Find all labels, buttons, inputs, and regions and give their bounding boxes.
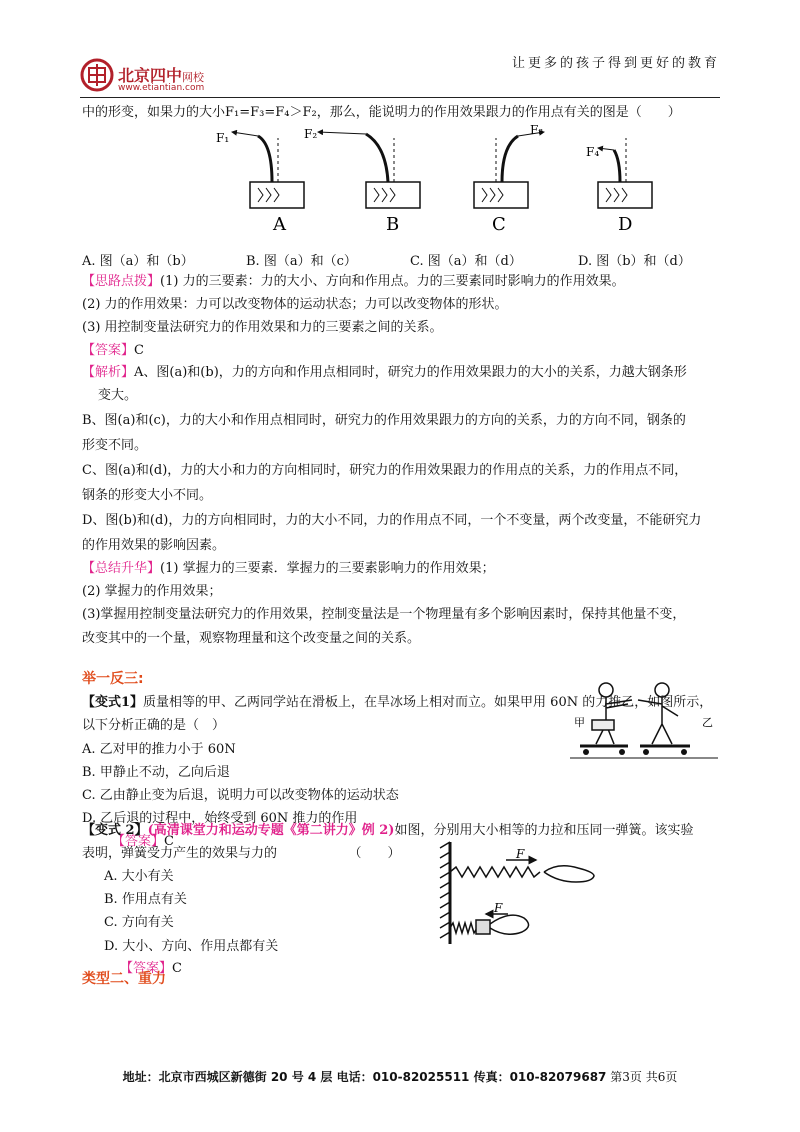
logo-name: 北京四中网校 xyxy=(118,66,205,85)
analysis-line-6: 钢条的形变大小不同。 xyxy=(82,488,213,503)
force-label-f3: F₃ xyxy=(530,124,544,137)
variant1-line-1: 【变式1】质量相等的甲、乙两同学站在滑板上，在旱冰场上相对而立。如果甲用 60N 的力推乙，如图所示， xyxy=(82,695,713,710)
variant2-line-1: 【变式 2】(高清课堂力和运动专题《第二讲力》例 2)如图，分别用大小相等的力拉和压同一弹簧。该实验 xyxy=(82,823,694,838)
panel-label-d: D xyxy=(618,214,633,235)
analysis-line-3: B、图(a)和(c)，力的大小和作用点相同时，研究力的作用效果跟力的方向的关系，力的方向不同，钢条的 xyxy=(82,413,686,428)
force-label-f1: F₁ xyxy=(216,131,230,145)
variant2-answer: 【答案】C xyxy=(120,961,182,976)
summary-line-1: 【总结升华】(1) 掌握力的三要素．掌握力的三要素影响力的作用效果； xyxy=(82,561,495,576)
variant2-option-b: B. 作用点有关 xyxy=(104,892,187,907)
variant1-option-b: B. 甲静止不动，乙向后退 xyxy=(82,765,230,780)
logo xyxy=(80,58,114,92)
analysis-line-5: C、图(a)和(d)，力的大小和力的方向相同时，研究力的作用效果跟力的作用点的关系，力的作用点不同， xyxy=(82,463,688,478)
type-title: 类型二、重力 xyxy=(82,971,166,987)
skater-label-jia: 甲 xyxy=(574,716,585,729)
hint-line-3: (3) 用控制变量法研究力的作用效果和力的三要素之间的关系。 xyxy=(82,320,443,335)
panel-label-b: B xyxy=(386,214,400,235)
panel-label-a: A xyxy=(273,214,286,235)
force-label-f4: F₄ xyxy=(586,145,600,159)
question-stem: 中的形变，如果力的大小F₁=F₃=F₄＞F₂，那么，能说明力的作用效果跟力的作用点有关的图是（ ） xyxy=(82,105,681,120)
figure-spring xyxy=(436,840,606,946)
page-number: 第3页 共6页 xyxy=(610,1070,678,1084)
analysis-line-1: 【解析】A、图(a)和(b)，力的方向和作用点相同时，研究力的作用效果跟力的大小的关系，力越大钢条形 xyxy=(82,365,687,380)
analysis-line-2: 变大。 xyxy=(98,388,138,403)
logo-emblem-icon xyxy=(80,58,114,92)
analysis-line-4: 形变不同。 xyxy=(82,438,148,453)
summary-line-2: (2) 掌握力的作用效果； xyxy=(82,584,222,599)
option-c: C. 图（a）和（d） xyxy=(410,254,522,269)
option-a: A. 图（a）和（b） xyxy=(82,254,194,269)
figure-skaters xyxy=(566,680,722,762)
variant1-answer: 【答案】C xyxy=(112,834,174,849)
header-divider xyxy=(80,97,720,98)
analysis-line-7: D、图(b)和(d)，力的方向相同时，力的大小不同，力的作用点不同，一个不变量，两个改变量，不能研究力 xyxy=(82,513,702,528)
variant1-option-a: A. 乙对甲的推力小于 60N xyxy=(82,742,236,757)
variant2-line-2: 表明，弹簧受力产生的效果与力的 （ ） xyxy=(82,846,401,861)
hint-line-1: 【思路点拨】(1) 力的三要素：力的大小、方向和作用点。力的三要素同时影响力的作用效果。 xyxy=(82,274,625,289)
variant2-option-d: D. 大小、方向、作用点都有关 xyxy=(104,939,279,954)
variant1-option-c: C. 乙由静止变为后退，说明力可以改变物体的运动状态 xyxy=(82,788,399,803)
hint-tag: 【思路点拨】 xyxy=(82,274,161,289)
summary-line-4: 改变其中的一个量，观察物理量和这个改变量之间的关系。 xyxy=(82,631,421,646)
summary-line-3: (3)掌握用控制变量法研究力的作用效果，控制变量法是一个物理量有多个影响因素时，保持其他量不变， xyxy=(82,607,686,622)
spring-force-label-top: F xyxy=(516,847,525,861)
option-b: B. 图（a）和（c） xyxy=(246,254,357,269)
skater-label-yi: 乙 xyxy=(702,716,713,729)
force-label-f2: F₂ xyxy=(304,127,318,141)
variant2-option-a: A. 大小有关 xyxy=(104,869,174,884)
panel-c xyxy=(474,132,544,208)
header-slogan: 让更多的孩子得到更好的教育 xyxy=(511,56,720,71)
figure-force-panels xyxy=(200,124,680,236)
spring-force-label-bottom: F xyxy=(494,901,503,915)
section-title: 举一反三: xyxy=(82,671,144,687)
panel-label-c: C xyxy=(492,214,506,235)
analysis-line-8: 的作用效果的影响因素。 xyxy=(82,538,226,553)
variant1-line-2: 以下分析正确的是（ ） xyxy=(82,718,226,733)
variant2-option-c: C. 方向有关 xyxy=(104,915,174,930)
logo-url: www.etiantian.com xyxy=(118,83,205,93)
answer-line: 【答案】C xyxy=(82,343,144,358)
option-d: D. 图（b）和（d） xyxy=(578,254,691,269)
hint-line-2: (2) 力的作用效果：力可以改变物体的运动状态；力可以改变物体的形状。 xyxy=(82,297,508,312)
variant1-option-d: D. 乙后退的过程中，始终受到 60N 推力的作用 xyxy=(82,811,358,826)
panel-a xyxy=(232,132,304,208)
page-footer: 地址：北京市西城区新德街 20 号 4 层 电话：010-82025511 传真：010-82079687 第3页 共6页 xyxy=(122,1070,678,1084)
panel-d xyxy=(598,138,652,208)
panel-b xyxy=(318,132,420,208)
